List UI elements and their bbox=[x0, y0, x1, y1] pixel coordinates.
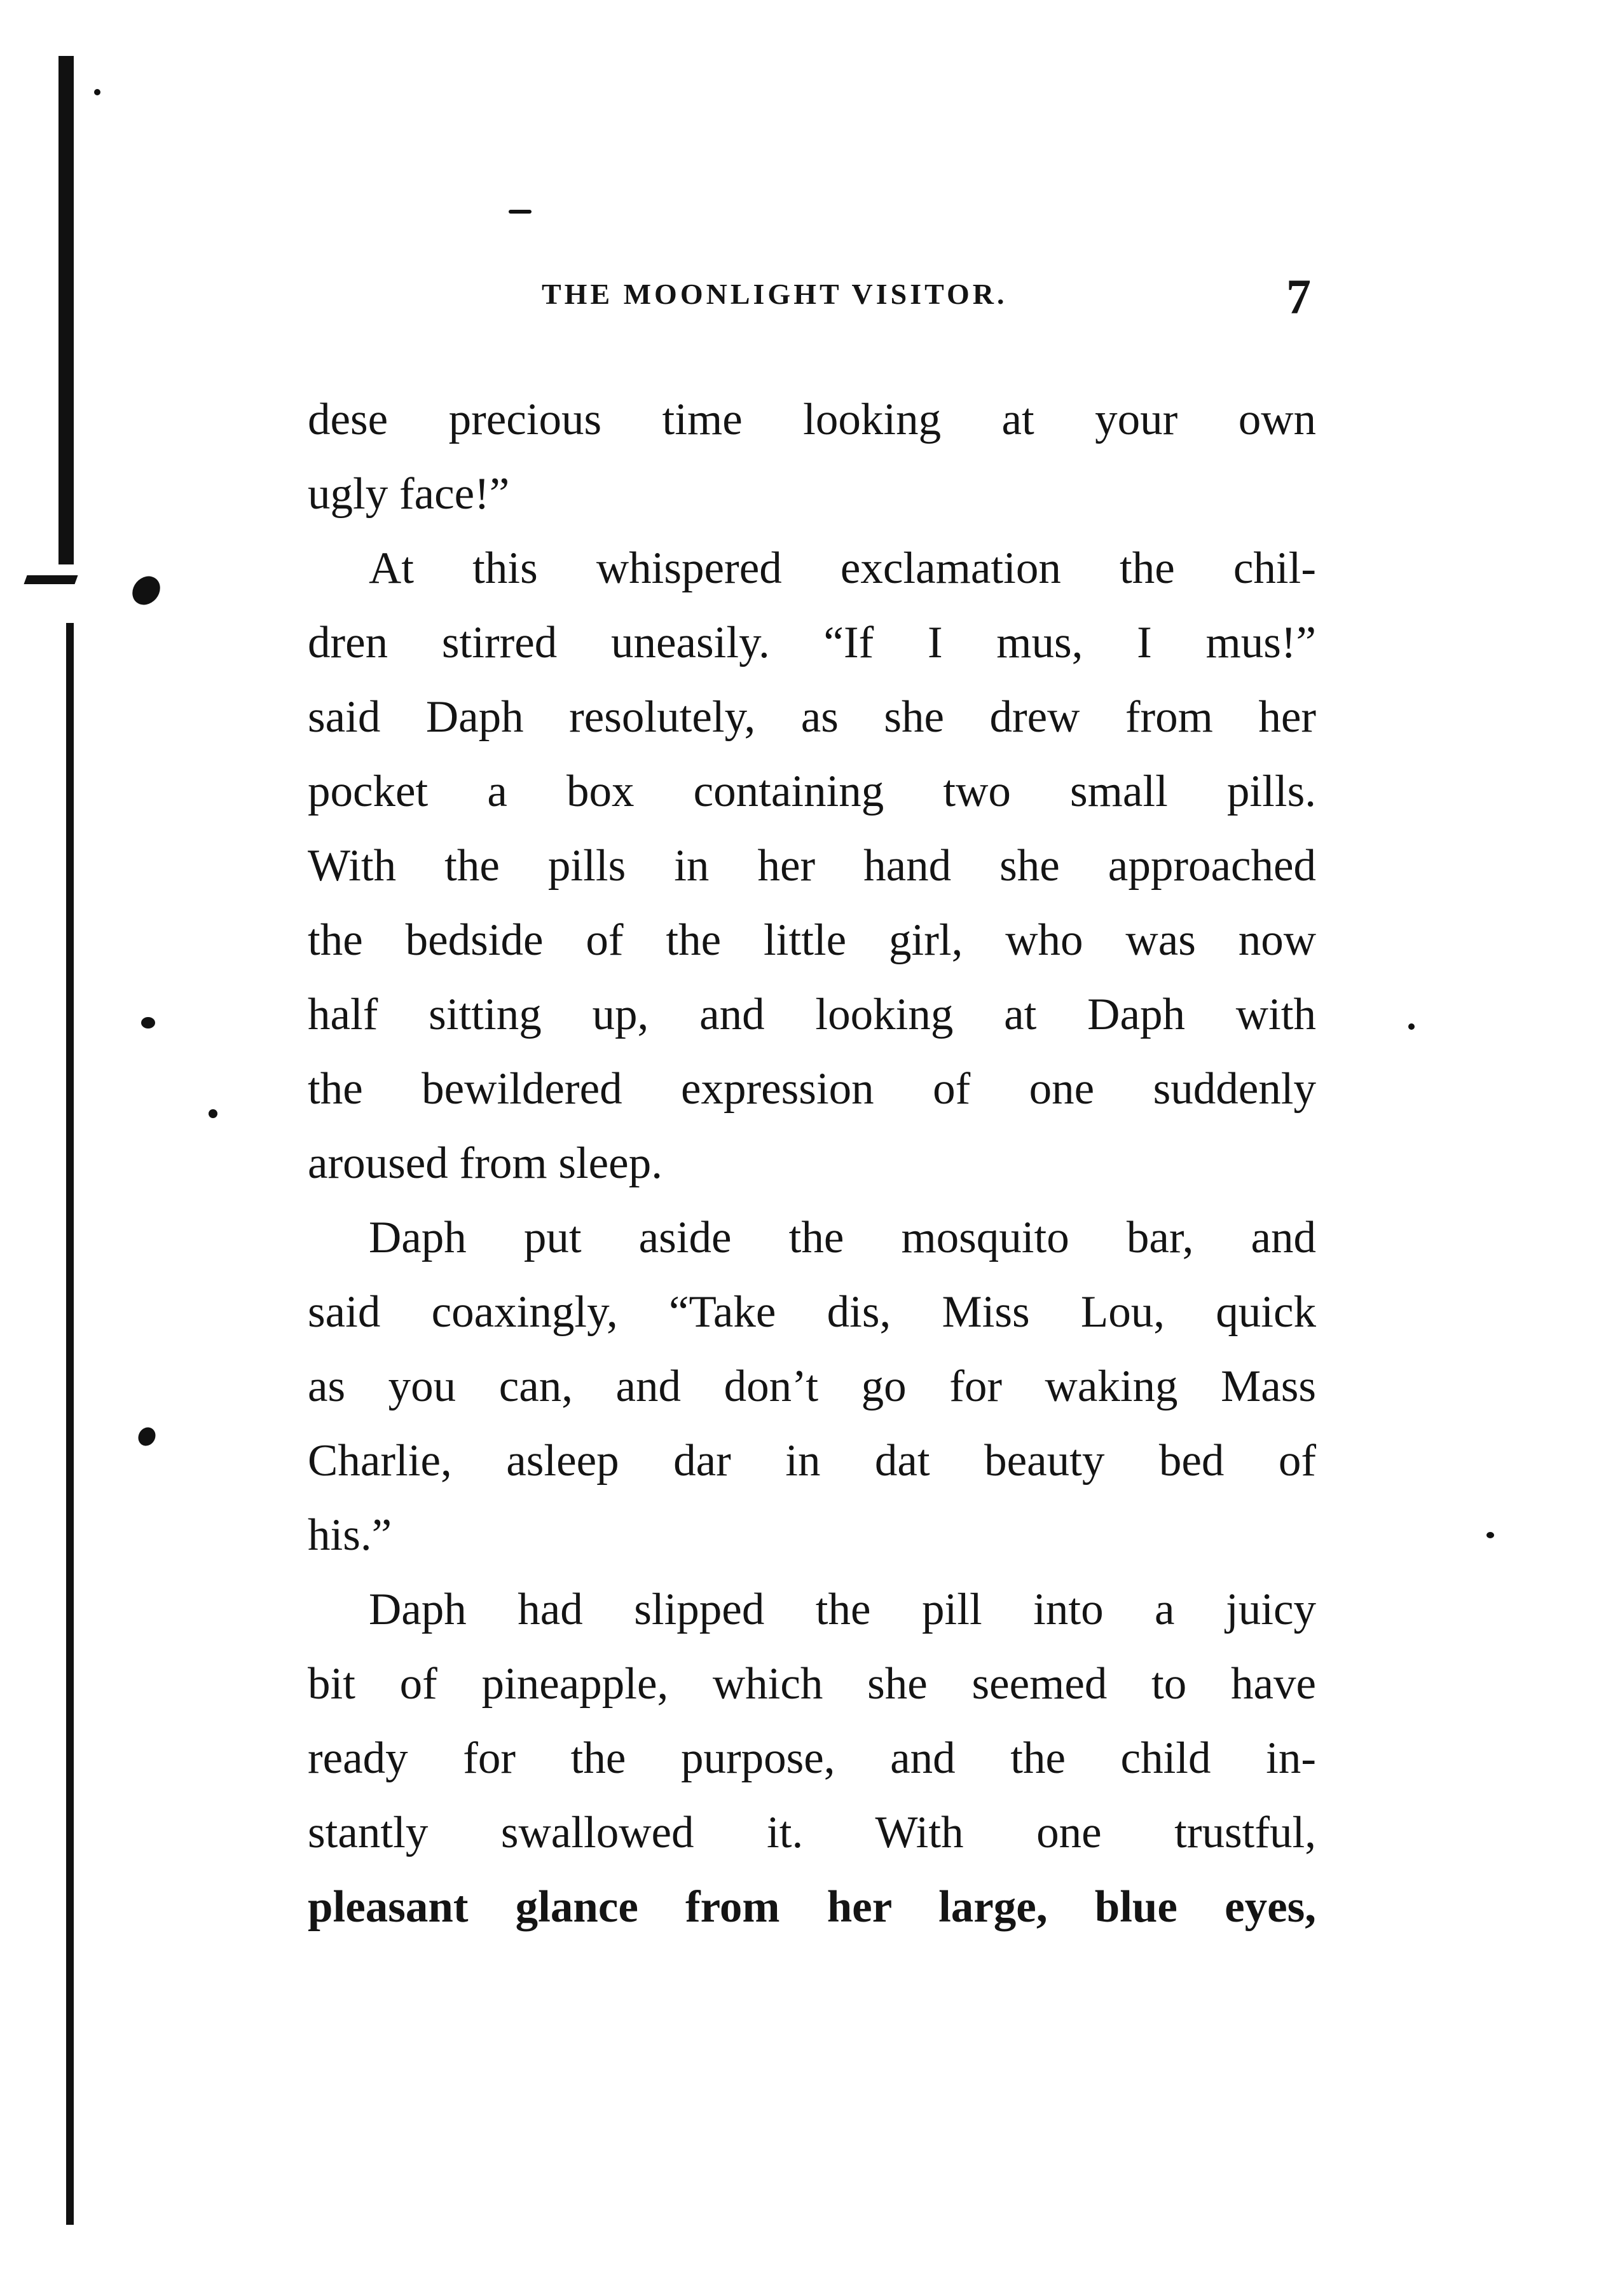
scan-speck bbox=[94, 89, 100, 95]
body-text bbox=[308, 383, 1316, 1944]
text-line: the bewildered expression of one suddenly bbox=[308, 1064, 1316, 1114]
scan-speck bbox=[509, 210, 532, 214]
scan-speck bbox=[1408, 1023, 1415, 1030]
text-line: dese precious time looking at your own bbox=[308, 395, 1316, 444]
text-line: With the pills in her hand she approached bbox=[308, 841, 1316, 891]
text-line: half sitting up, and looking at Daph with bbox=[308, 990, 1316, 1039]
running-head bbox=[542, 269, 1311, 324]
text-line: Charlie, asleep dar in dat beauty bed of bbox=[308, 1436, 1316, 1486]
text-line: the bedside of the little girl, who was now bbox=[308, 915, 1316, 965]
scan-speck bbox=[1486, 1532, 1494, 1538]
text-line: Daph had slipped the pill into a juicy bbox=[369, 1585, 1316, 1634]
text-line: his.” bbox=[308, 1510, 392, 1560]
text-line: bit of pineapple, which she seemed to have bbox=[308, 1659, 1316, 1709]
binding-edge-bottom bbox=[66, 623, 74, 2225]
scan-speck bbox=[135, 1425, 159, 1449]
scan-speck bbox=[127, 571, 165, 610]
text-line: said Daph resolutely, as she drew from her bbox=[308, 692, 1316, 742]
text-line: said coaxingly, “Take dis, Miss Lou, quick bbox=[308, 1287, 1316, 1337]
text-line: pocket a box containing two small pills. bbox=[308, 767, 1316, 816]
page-number: 7 bbox=[1286, 269, 1311, 324]
text-line: ugly face!” bbox=[308, 469, 510, 519]
text-line: stantly swallowed it. With one trustful, bbox=[308, 1808, 1316, 1857]
text-line: pleasant glance from her large, blue eyes, bbox=[308, 1882, 1316, 1932]
scan-speck bbox=[141, 1017, 155, 1028]
text-line: aroused from sleep. bbox=[308, 1138, 662, 1188]
text-line: Daph put aside the mosquito bar, and bbox=[369, 1213, 1316, 1262]
text-line: as you can, and don’t go for waking Mass bbox=[308, 1362, 1316, 1411]
text-line: At this whispered exclamation the chil- bbox=[369, 543, 1316, 593]
scan-speck bbox=[209, 1109, 217, 1118]
text-line: dren stirred uneasily. “If I mus, I mus!” bbox=[308, 618, 1316, 667]
binding-edge-top bbox=[58, 56, 74, 564]
binding-edge-mark bbox=[24, 575, 78, 584]
text-line: ready for the purpose, and the child in- bbox=[308, 1733, 1316, 1783]
running-head-title: THE MOONLIGHT VISITOR. bbox=[542, 278, 1008, 310]
